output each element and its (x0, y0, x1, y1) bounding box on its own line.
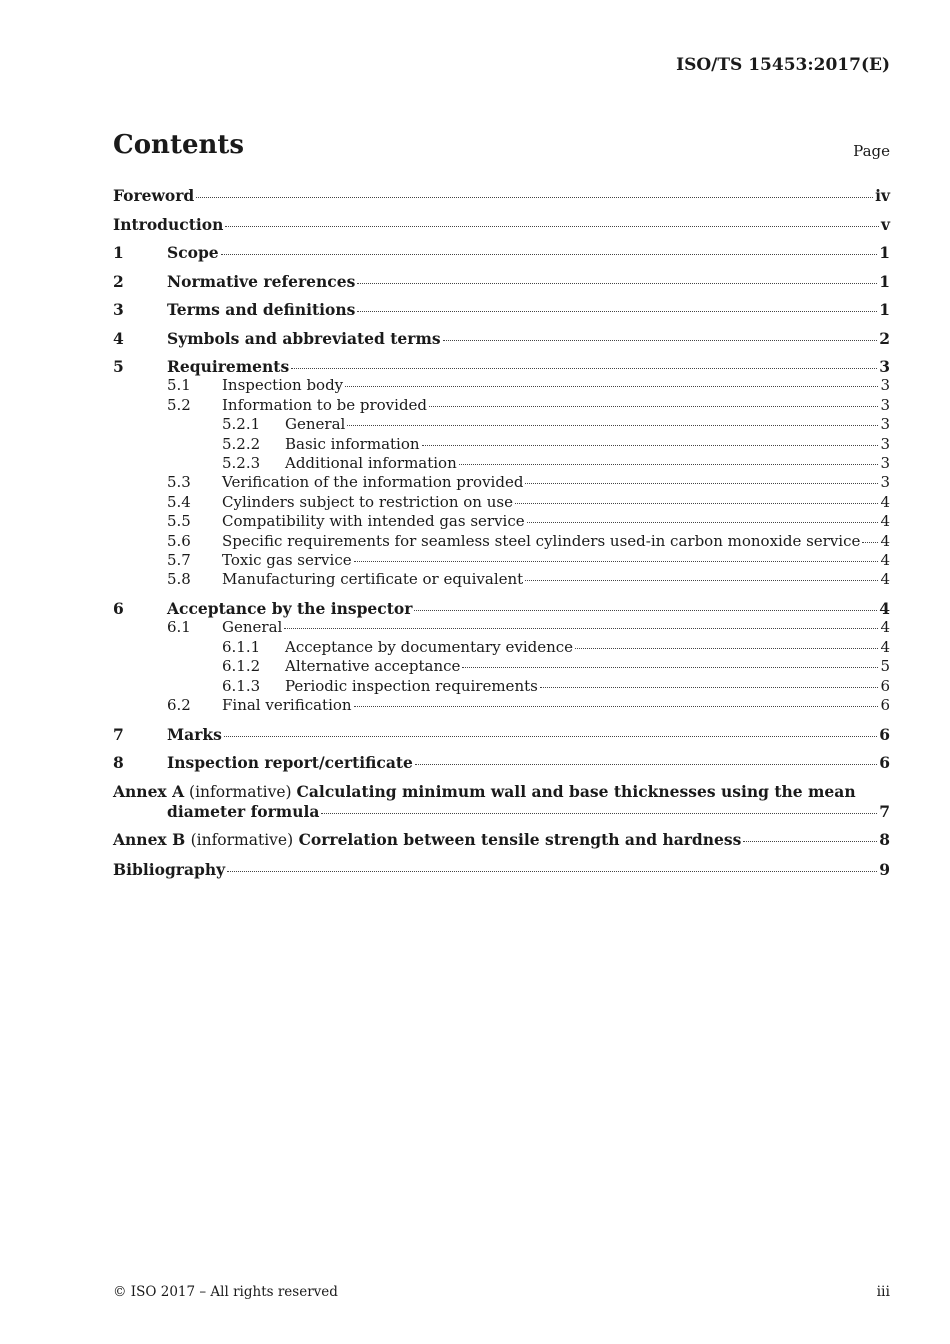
toc-title: Manufacturing certificate or equivalent (222, 570, 524, 589)
toc-number: 6.2 (167, 696, 191, 714)
toc-entry-5-2-2[interactable] (113, 435, 890, 454)
dot-leader (515, 503, 878, 504)
toc-number: 5.7 (167, 551, 191, 570)
toc-page: 3 (880, 376, 890, 395)
toc-title: Symbols and abbreviated terms (167, 328, 441, 348)
toc-title: Final verification (222, 696, 352, 714)
toc-title: General (285, 415, 346, 434)
toc-page: 3 (880, 454, 890, 473)
toc-entry-5-5[interactable] (113, 512, 890, 531)
toc-entry-annex-b[interactable] (113, 830, 890, 850)
toc-page: 3 (880, 434, 890, 453)
toc-title: Basic information (285, 434, 420, 453)
dot-leader (527, 522, 879, 523)
toc-number: 1 (113, 243, 124, 262)
toc-title: Requirements (167, 357, 290, 376)
toc-title: Verification of the information provided (222, 473, 524, 492)
toc-title: Inspection report/certificate (167, 753, 413, 772)
toc-number: 5.1 (167, 376, 191, 395)
annex-title-line1: Calculating minimum wall and base thicknesses using the mean (296, 781, 856, 801)
toc-page: 4 (880, 492, 890, 511)
toc-title: General (222, 618, 283, 637)
toc-title: Specific requirements for seamless steel cylinders used-in carbon monoxide service (222, 531, 861, 550)
page-column-label: Page (853, 142, 890, 160)
toc-title: Alternative acceptance (285, 657, 461, 676)
toc-number: 6.1.1 (222, 637, 261, 656)
dot-leader (284, 628, 878, 629)
toc-entry-bibliography[interactable] (113, 860, 890, 879)
toc-number: 6.1 (167, 618, 191, 637)
annex-type: (informative) (189, 782, 292, 801)
toc-title: Normative references (167, 271, 356, 291)
toc-page: 1 (879, 271, 890, 291)
toc-entry-5-6[interactable] (113, 532, 890, 551)
toc-page: 1 (879, 300, 890, 319)
toc-page: 3 (880, 395, 890, 414)
dot-leader (321, 813, 877, 814)
dot-leader (422, 445, 879, 446)
dot-leader (415, 764, 877, 765)
dot-leader (862, 542, 878, 543)
toc-title: Compatibility with intended gas service (222, 512, 525, 531)
dot-leader (225, 226, 879, 227)
dot-leader (575, 648, 878, 649)
toc-number: 8 (113, 753, 124, 772)
toc-page: 9 (879, 859, 890, 879)
annex-label: Annex B (113, 830, 186, 850)
toc-page: 8 (879, 830, 890, 850)
toc-page: 6 (879, 753, 890, 772)
toc-entry-5-1[interactable] (113, 376, 890, 395)
toc-number: 5.4 (167, 492, 191, 511)
toc-number: 5.2 (167, 395, 191, 414)
toc-entry-foreword[interactable] (113, 186, 890, 205)
dot-leader (429, 406, 878, 407)
toc-number: 5.3 (167, 473, 191, 492)
toc-entry-6-1-3[interactable] (113, 677, 890, 696)
toc-page: 4 (880, 637, 890, 656)
toc-page: 4 (880, 618, 890, 637)
toc-page: 4 (880, 570, 890, 589)
toc-entry-6-1[interactable] (113, 618, 890, 637)
toc-number: 6.1.2 (222, 657, 261, 676)
toc-title: Acceptance by documentary evidence (285, 637, 574, 656)
toc-entry-4[interactable] (113, 329, 890, 348)
toc-title: Toxic gas service (222, 551, 352, 570)
toc-number: 5.5 (167, 512, 191, 531)
toc-page: 7 (879, 801, 890, 821)
toc-page: 3 (880, 473, 890, 492)
toc-number: 7 (113, 724, 124, 744)
dot-leader (357, 311, 877, 312)
dot-leader (354, 561, 879, 562)
annex-title-line2: diameter formula (167, 801, 320, 821)
toc-title: Scope (167, 243, 219, 262)
dot-leader (345, 386, 878, 387)
dot-leader (347, 425, 878, 426)
document-id: ISO/TS 15453:2017(E) (676, 55, 890, 75)
toc-title: Acceptance by the inspector (167, 598, 413, 618)
toc-page: iv (875, 186, 890, 205)
copyright-notice: © ISO 2017 – All rights reserved (113, 1284, 338, 1300)
dot-leader (462, 667, 878, 668)
toc-title: Introduction (113, 214, 224, 234)
toc-page: 4 (880, 551, 890, 570)
toc-entry-5-8[interactable] (113, 570, 890, 589)
toc-title: Information to be provided (222, 395, 428, 414)
toc-number: 6.1.3 (222, 676, 261, 695)
toc-title: Inspection body (222, 376, 344, 395)
toc-entry-3[interactable] (113, 300, 890, 319)
toc-page: v (880, 214, 890, 234)
dot-leader (227, 871, 877, 872)
annex-type: (informative) (190, 831, 294, 850)
toc-page: 4 (879, 598, 890, 618)
toc-entry-5-2-3[interactable] (113, 454, 890, 473)
dot-leader (525, 483, 878, 484)
toc-page: 4 (880, 531, 890, 550)
toc-entry-2[interactable] (113, 272, 890, 291)
toc-title: Marks (167, 724, 222, 744)
toc-entry-6-1-1[interactable] (113, 638, 890, 657)
toc-number: 4 (113, 328, 124, 348)
toc-number: 5.2.3 (222, 454, 261, 473)
dot-leader (357, 283, 877, 284)
toc-page: 6 (880, 696, 890, 714)
toc-title: Terms and definitions (167, 300, 356, 319)
toc-entry-5-4[interactable] (113, 493, 890, 512)
dot-leader (291, 368, 877, 369)
toc-number: 2 (113, 271, 124, 291)
toc-title: Additional information (285, 454, 457, 473)
toc-page: 2 (879, 328, 890, 348)
dot-leader (221, 254, 878, 255)
toc-entry-6-1-2[interactable] (113, 657, 890, 676)
toc-entry-5[interactable] (113, 357, 890, 376)
toc-number: 5.8 (167, 570, 191, 589)
toc-entry-1[interactable] (113, 243, 890, 262)
toc-title: Periodic inspection requirements (285, 676, 538, 695)
toc-number: 5.2.1 (222, 415, 261, 434)
toc-entry-5-7[interactable] (113, 551, 890, 570)
dot-leader (743, 841, 877, 842)
toc-title: Bibliography (113, 859, 226, 879)
toc-entry-8[interactable] (113, 753, 890, 772)
toc-entry-5-2-1[interactable] (113, 415, 890, 434)
toc-title: Cylinders subject to restriction on use (222, 492, 513, 511)
toc-entry-annex-a[interactable] (113, 782, 890, 822)
annex-title: Correlation between tensile strength and hardness (298, 830, 742, 850)
toc-page: 6 (880, 676, 890, 695)
toc-number: 5.6 (167, 531, 191, 550)
dot-leader (443, 340, 878, 341)
toc-number: 5.2.2 (222, 434, 261, 453)
dot-leader (414, 610, 877, 611)
dot-leader (525, 580, 878, 581)
toc-page: 1 (879, 243, 890, 262)
dot-leader (459, 464, 879, 465)
toc-number: 3 (113, 300, 124, 319)
annex-label: Annex A (113, 781, 185, 801)
toc-number: 5 (113, 357, 124, 376)
toc-entry-5-3[interactable] (113, 473, 890, 492)
toc-entry-5-2[interactable] (113, 396, 890, 415)
toc-page: 3 (880, 415, 890, 434)
dot-leader (196, 197, 873, 198)
toc-entry-7[interactable] (113, 725, 890, 744)
dot-leader (354, 706, 879, 707)
dot-leader (224, 736, 877, 737)
table-of-contents (113, 186, 890, 879)
page-number: iii (876, 1284, 890, 1300)
toc-page: 6 (879, 724, 890, 744)
toc-entry-introduction[interactable] (113, 215, 890, 234)
dot-leader (540, 687, 879, 688)
toc-page: 4 (880, 512, 890, 531)
toc-page: 3 (879, 357, 890, 376)
toc-title: Foreword (113, 186, 195, 205)
toc-number: 6 (113, 598, 124, 618)
toc-page: 5 (880, 657, 890, 676)
toc-entry-6[interactable] (113, 599, 890, 618)
toc-entry-6-2[interactable] (113, 696, 890, 715)
contents-heading: Contents (113, 130, 245, 160)
